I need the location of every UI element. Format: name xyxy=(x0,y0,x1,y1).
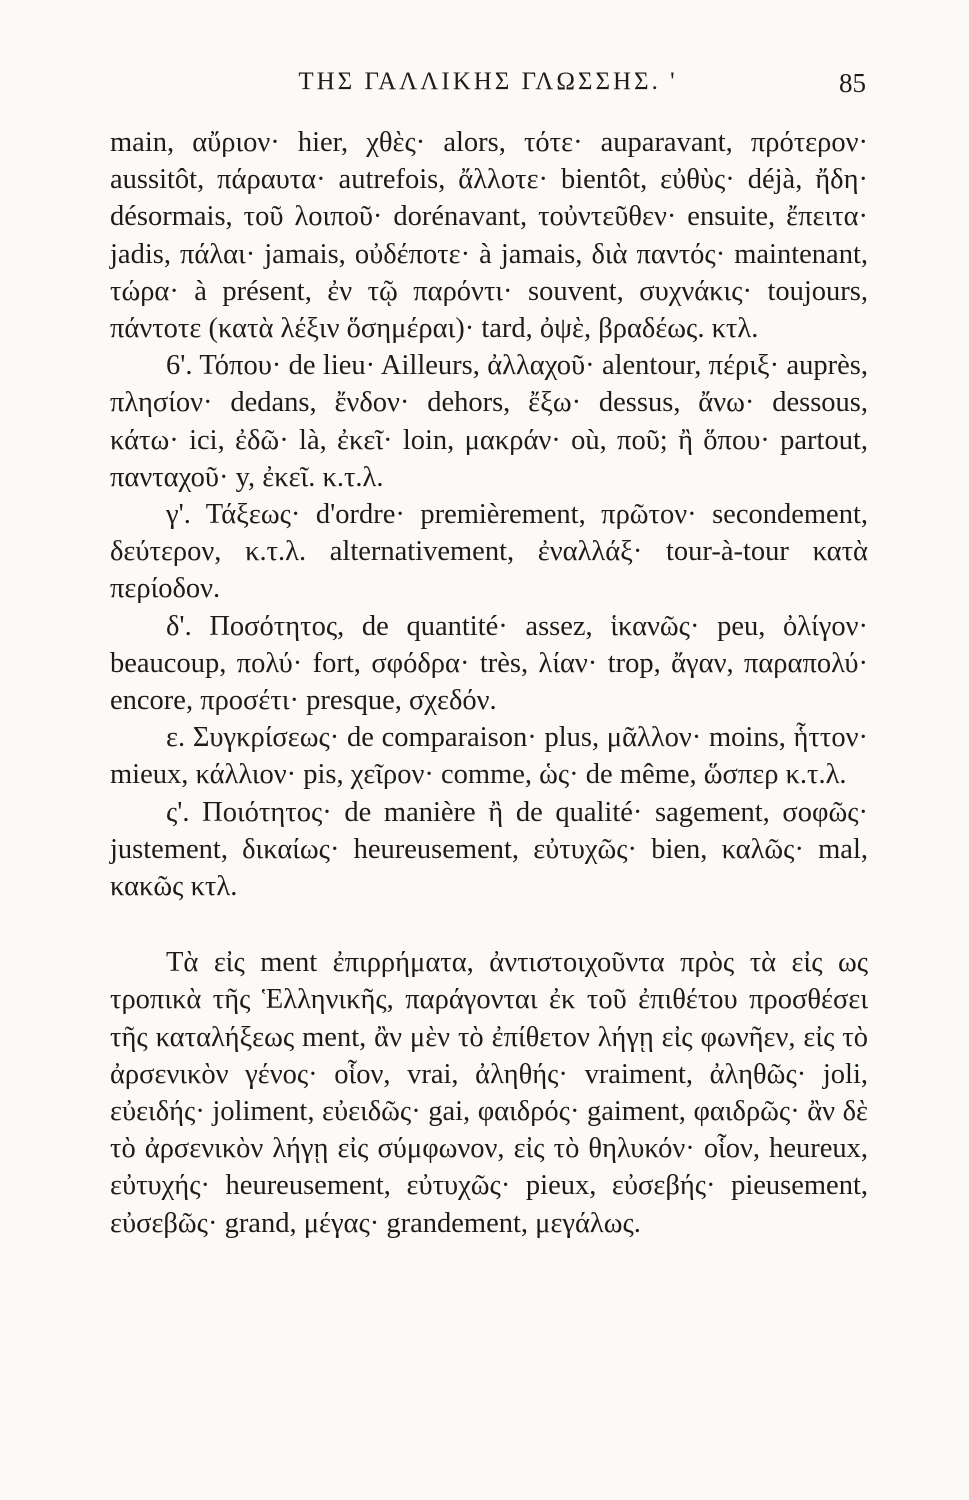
page-header xyxy=(110,68,866,112)
paragraph-place-adverbs: 6'. Τόπου· de lieu· Ailleurs, ἀλλαχοῦ· alentour, πέριξ· auprès, πλησίον· dedans, ἔνδον· dehors, ἔξω· dessus, ἄνω· dessous, κάτω· ici, ἐδῶ· là, ἐκεῖ· loin, μακράν· où, ποῦ; ἢ ὅπου· partout, πανταχοῦ· y, ἐκεῖ. κ.τ.λ. xyxy=(110,350,868,493)
body-text xyxy=(110,124,868,1242)
paragraph-order-adverbs: γ'. Τάξεως· d'ordre· premièrement, πρῶτον· secondement, δεύτερον, κ.τ.λ. alternativement, ἐναλλάξ· tour-à-tour κατὰ περίοδον. xyxy=(110,499,868,605)
paragraph-ment-adverbs: Τὰ εἰς ment ἐπιρρήματα, ἀντιστοιχοῦντα πρὸς τὰ εἰς ως τροπικὰ τῆς Ἑλληνικῆς, παράγονται ἐκ τοῦ ἐπιθέτου προσθέσει τῆς καταλήξεως ment, ἂν μὲν τὸ ἐπίθετον λήγῃ εἰς φωνῆεν, εἰς τὸ ἀρσενικὸν γένος· οἷον, vrai, ἀληθής· vraiment, ἀληθῶς· joli, εὐειδής· joliment, εὐειδῶς· gai, φαιδρός· gaiment, φαιδρῶς· ἂν δὲ τὸ ἀρσενικὸν λήγῃ εἰς σύμφωνον, εἰς τὸ θηλυκόν· οἷον, heureux, εὐτυχής· heureusement, εὐτυχῶς· pieux, εὐσεβής· pieusement, εὐσεβῶς· grand, μέγας· grandement, μεγάλως. xyxy=(110,947,868,1239)
running-title: ΤΗΣ ΓΑΛΛΙΚΗΣ ΓΛΩΣΣΗΣ. ' xyxy=(298,68,678,95)
paragraph-comparison-adverbs: ε. Συγκρίσεως· de comparaison· plus, μᾶλλον· moins, ἧττον· mieux, κάλλιον· pis, χεῖρον· comme, ὡς· de même, ὥσπερ κ.τ.λ. xyxy=(110,722,868,791)
paragraph-time-adverbs: main, αὔριον· hier, χθὲς· alors, τότε· auparavant, πρότερον· aussitôt, πάραυτα· autrefois, ἄλλοτε· bientôt, εὐθὺς· déjà, ἤδη· désormais, τοῦ λοιποῦ· dorénavant, τοὐντεῦθεν· ensuite, ἔπειτα· jadis, πάλαι· jamais, οὐδέποτε· à jamais, διὰ παντός· maintenant, τώρα· à présent, ἐν τῷ παρόντι· souvent, συχνάκις· toujours, πάντοτε (κατὰ λέξιν ὅσημέραι)· tard, ὀψὲ, βραδέως. κτλ. xyxy=(110,127,868,345)
paragraph-quantity-adverbs: δ'. Ποσότητος, de quantité· assez, ἱκανῶς· peu, ὀλίγον· beaucoup, πολύ· fort, σφόδρα· très, λίαν· trop, ἄγαν, παραπολύ· encore, προσέτι· presque, σχεδόν. xyxy=(110,610,868,717)
paragraph-quality-adverbs: ς'. Ποιότητος· de manière ἢ de qualité· sagement, σοφῶς· justement, δικαίως· heureusement, εὐτυχῶς· bien, καλῶς· mal, κακῶς κτλ. xyxy=(110,796,868,903)
page-number: 85 xyxy=(839,68,866,98)
